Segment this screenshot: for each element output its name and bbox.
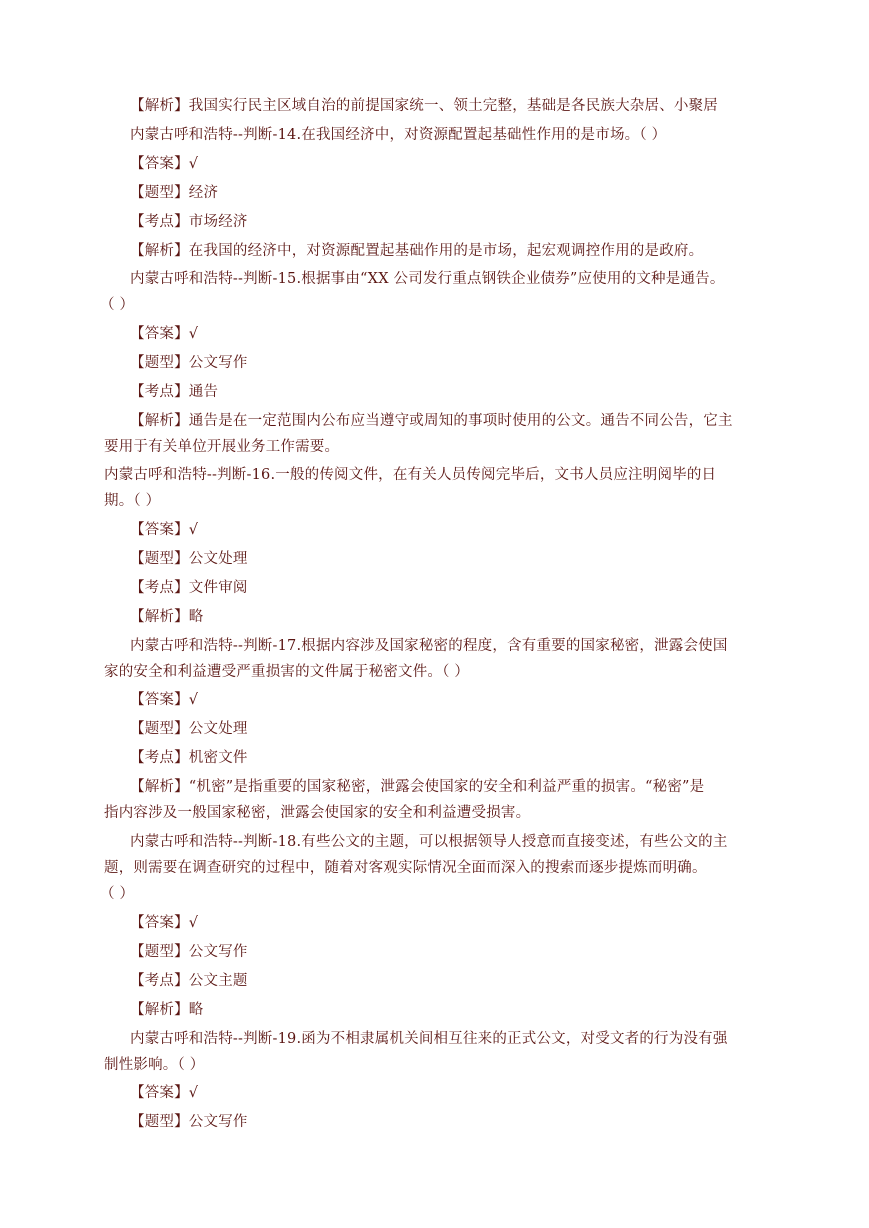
- point-line: 【考点】文件审阅: [130, 580, 248, 596]
- question-15: 内蒙古呼和浩特--判断-15.根据事由“XX 公司发行重点钢铁企业债券”应使用的文种是通告。: [130, 271, 725, 287]
- type-line: 【题型】公文处理: [130, 721, 248, 737]
- answer-line: 【答案】√: [130, 1085, 199, 1101]
- question-14: 内蒙古呼和浩特--判断-14.在我国经济中，对资源配置起基础性作用的是市场。（ ）: [130, 127, 667, 143]
- analysis-line: 【解析】“机密”是指重要的国家秘密，泄露会使国家的安全和利益严重的损害。“秘密”是: [130, 779, 705, 795]
- analysis-line: 【解析】通告是在一定范围内公布应当遵守或周知的事项时使用的公文。通告不同公告，它主: [130, 413, 733, 429]
- answer-line: 【答案】√: [130, 915, 199, 931]
- type-line: 【题型】公文写作: [130, 944, 248, 960]
- question-18: 内蒙古呼和浩特--判断-18.有些公文的主题，可以根据领导人授意而直接变述，有些公文的主: [130, 834, 728, 850]
- question-19-cont: 制性影响。（ ）: [104, 1057, 205, 1073]
- analysis-line: 【解析】在我国的经济中，对资源配置起基础作用的是市场，起宏观调控作用的是政府。: [130, 243, 704, 259]
- analysis-line: 【解析】我国实行民主区域自治的前提国家统一、领土完整，基础是各民族大杂居、小聚居: [130, 98, 718, 114]
- answer-line: 【答案】√: [130, 522, 199, 538]
- type-line: 【题型】经济: [130, 185, 219, 201]
- type-line: 【题型】公文处理: [130, 551, 248, 567]
- point-line: 【考点】机密文件: [130, 750, 248, 766]
- answer-blank: （ ）: [100, 297, 135, 313]
- answer-line: 【答案】√: [130, 326, 199, 342]
- answer-line: 【答案】√: [130, 156, 199, 172]
- question-16: 内蒙古呼和浩特--判断-16.一般的传阅文件，在有关人员传阅完毕后，文书人员应注明阅毕的日: [104, 467, 717, 483]
- point-line: 【考点】市场经济: [130, 214, 248, 230]
- question-19: 内蒙古呼和浩特--判断-19.函为不相隶属机关间相互往来的正式公文，对受文者的行为没有强: [130, 1031, 728, 1047]
- point-line: 【考点】公文主题: [130, 973, 248, 989]
- type-line: 【题型】公文写作: [130, 1114, 248, 1130]
- analysis-line: 【解析】略: [130, 1002, 204, 1018]
- point-line: 【考点】通告: [130, 384, 219, 400]
- question-18-cont: 题，则需要在调查研究的过程中，随着对客观实际情况全面而深入的搜索而逐步提炼而明确。: [104, 860, 707, 876]
- analysis-line-cont: 指内容涉及一般国家秘密，泄露会使国家的安全和利益遭受损害。: [104, 805, 531, 821]
- question-17-cont: 家的安全和利益遭受严重损害的文件属于秘密文件。（ ）: [104, 664, 470, 680]
- answer-line: 【答案】√: [130, 692, 199, 708]
- analysis-line: 【解析】略: [130, 609, 204, 625]
- analysis-line-cont: 要用于有关单位开展业务工作需要。: [104, 439, 340, 455]
- question-17: 内蒙古呼和浩特--判断-17.根据内容涉及国家秘密的程度，含有重要的国家秘密，泄露会使国: [130, 638, 728, 654]
- question-16-cont: 期。（ ）: [104, 493, 161, 509]
- answer-blank: （ ）: [100, 886, 135, 902]
- type-line: 【题型】公文写作: [130, 355, 248, 371]
